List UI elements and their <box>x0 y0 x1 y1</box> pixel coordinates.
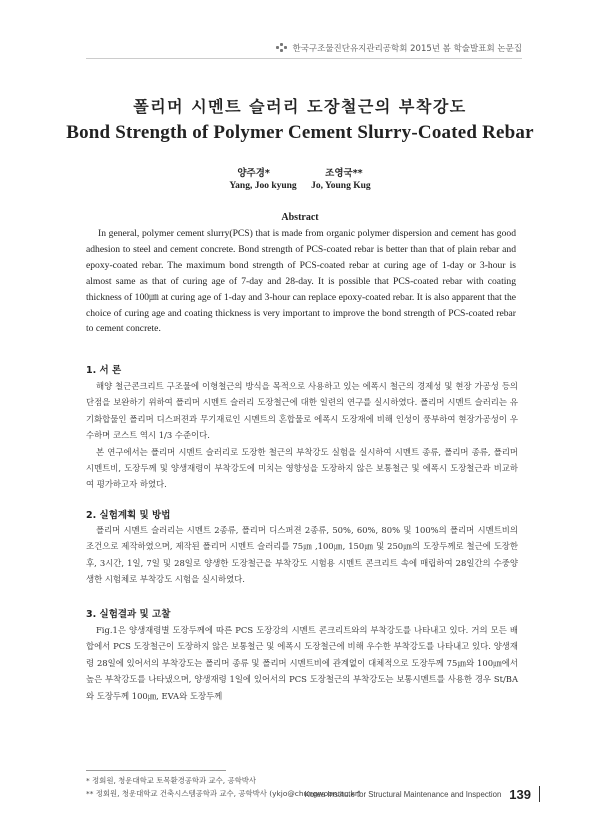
authors-korean <box>0 165 600 179</box>
footer-divider <box>539 786 540 802</box>
section-2-body <box>86 522 518 588</box>
section-1-body <box>86 378 518 493</box>
author-2-korean: 조영국** <box>325 168 363 179</box>
section-2-heading: 2. 실험계획 및 방법 <box>86 510 171 521</box>
section-3-heading: 3. 실험결과 및 고찰 <box>86 609 171 620</box>
page-footer <box>305 786 540 802</box>
paper-title-english: Bond Strength of Polymer Cement Slurry-Coated Rebar <box>66 122 534 143</box>
header-divider <box>86 58 522 59</box>
author-1-english: Yang, Joo kyung <box>229 181 297 191</box>
section-1-paragraph-2: 본 연구에서는 폴리머 시멘트 슬러리로 도장한 철근의 부착강도 실험을 실시하여 시멘트 종류, 폴리머 종류, 폴리머 시멘트비, 도장두께 및 양생재령이 부착강도에 미치는 영향성을 도장하지 않은 보통철근 및 에폭시 도장철근과 비교하여 평가하고자 하였다. <box>86 446 518 490</box>
journal-logo-icon <box>276 43 288 53</box>
running-header <box>276 42 522 54</box>
abstract-heading: Abstract <box>281 212 319 223</box>
page-number: 139 <box>509 786 531 802</box>
section-1-heading: 1. 서 론 <box>86 365 122 376</box>
footnote-2: ** 정회원, 청운대학교 건축시스템공학과 교수, 공학박사 (ykjo@chungwoon.ac.kr) <box>86 789 361 798</box>
section-3-paragraph-1: Fig.1은 양생재령별 도장두께에 따른 PCS 도장강의 시멘트 콘크리트와의 부착강도를 나타내고 있다. 거의 모든 배합에서 PCS 도장철근이 도장하지 않은 보통철근 및 에폭시 도장철근에 비해 우수한 부착강도를 나타내고 있다. 양생재령 28일에 있어서의 부착강도는 폴리머 종류 및 폴리머 시멘트비에 관계없이 대체적으로 도장두께 75㎛와 100㎛에서 높은 부착강도를 나타냈으며, 양생재령 1일에 있어서의 PCS 도장철근의 부착강도는 보통시멘트를 사용한 경우 St/BA와 도장두께 100㎛, EVA와 도장두께 <box>86 625 518 701</box>
section-3-body <box>86 622 518 704</box>
author-1-korean: 양주경* <box>237 168 270 179</box>
footnote-divider <box>86 770 226 771</box>
footer-organization: Korea Institute for Structural Maintenance and Inspection <box>304 789 502 799</box>
section-1-paragraph-1: 해양 철근콘크리트 구조물에 이형철근의 방식을 목적으로 사용하고 있는 에폭시 철근의 경제성 및 현장 가공성 등의 단점을 보완하기 위하여 폴리머 시멘트 슬러리 도장철근에 대한 일련의 연구를 실시하였다. 폴리머 시멘트 슬러리는 유기화합물인 폴리머 디스퍼젼과 무기재료인 시멘트의 혼합물로 에폭시 도장재에 비해 인성이 풍부하여 현장가공성이 우수하며 코스트 역시 1/3 수준이다. <box>86 381 518 441</box>
paper-title-korean: 폴리머 시멘트 슬러리 도장철근의 부착강도 <box>133 97 467 116</box>
journal-name: 한국구조물진단유지관리공학회 2015년 봄 학술발표회 논문집 <box>292 44 522 54</box>
author-2-english: Jo, Young Kug <box>311 181 371 191</box>
section-2-paragraph-1: 폴리머 시멘트 슬러리는 시멘트 2종류, 폴리머 디스퍼젼 2종류, 50%, 60%, 80% 및 100%의 폴리머 시멘트비의 조건으로 제작하였으며, 제작된 폴리머 시멘트 슬러리를 75㎛ ,100㎛, 150㎛ 및 250㎛의 도장두께로 철근에 도장한 후, 3시간, 1일, 7일 및 28일로 양생한 도장철근을 부착강도 시험용 시멘트 콘크리트 속에 매립하여 28일간의 수중양생한 시험체로 부착강도 시험을 실시하였다. <box>86 525 518 585</box>
abstract-text: In general, polymer cement slurry(PCS) that is made from organic polymer dispersion and cement has good adhesion to steel and cement concrete. Bond strength of PCS-coated rebar is better than that of plain rebar and epoxy-coated rebar. The maximum bond strength of PCS-coated rebar at curing age of 1-day or 3-hour is almost same as that of curing age of 7-day and 28-day. It is possible that PCS-coated rebar with coating thickness of 100㎛ at curing age of 1-day and 3-hour can replace epoxy-coated rebar. It is also apparent that the choice of curing age and coating thickness is very important to improve the bond strength of PCS-coated rebar to cement concrete. <box>86 228 516 335</box>
authors-english <box>0 181 600 191</box>
footnote-1: * 정회원, 청운대학교 토목환경공학과 교수, 공학박사 <box>86 776 257 785</box>
